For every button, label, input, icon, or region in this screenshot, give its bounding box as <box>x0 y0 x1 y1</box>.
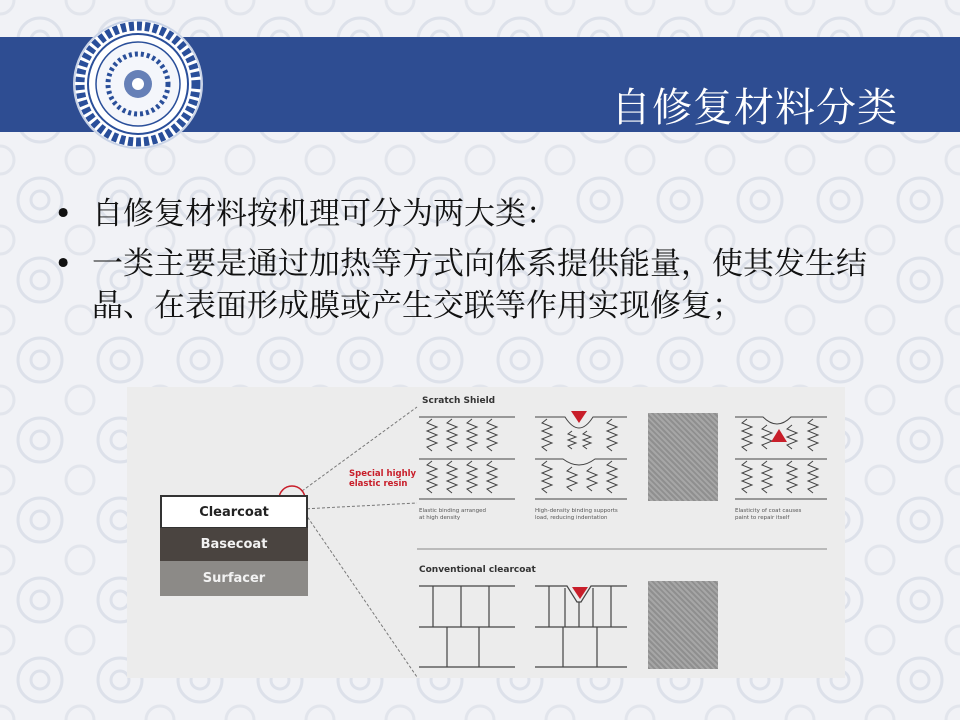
bullet-dot: • <box>54 196 73 232</box>
caption-line: High-density binding supports <box>535 508 618 514</box>
bullet-list <box>50 193 880 335</box>
layer-basecoat: Basecoat <box>160 528 308 561</box>
resin-label <box>349 469 416 489</box>
conventional-title: Conventional clearcoat <box>419 565 536 575</box>
conventional-damage-panel <box>535 586 627 667</box>
slide-title: 自修复材料分类 <box>611 85 898 131</box>
caption-line: at high density <box>419 515 461 521</box>
bullet-text: 自修复材料按机理可分为两大类： <box>92 196 557 232</box>
bullet-dot: • <box>54 246 73 282</box>
resin-label-line: Special highly <box>349 469 417 479</box>
caption-line: paint to repair itself <box>735 515 790 521</box>
micrograph-image <box>648 413 718 501</box>
porcelain-plate-icon <box>72 18 204 150</box>
resin-label-line: elastic resin <box>349 479 408 489</box>
scratch-shield-title: Scratch Shield <box>422 396 496 406</box>
layer-clearcoat: Clearcoat <box>160 495 308 529</box>
bullet-item <box>50 243 880 327</box>
down-arrow-icon <box>571 411 587 423</box>
caption <box>419 508 486 522</box>
caption <box>735 508 801 522</box>
bullet-text: 一类主要是通过加热等方式向体系提供能量，使其发生结晶、在表面形成膜或产生交联等作用实现修复； <box>92 246 867 324</box>
indentation-panel <box>535 417 627 499</box>
conventional-panel <box>419 586 515 667</box>
self-repair-panel <box>735 417 827 499</box>
caption-line: Elasticity of coat causes <box>735 508 802 514</box>
layer-surfacer: Surfacer <box>160 561 308 596</box>
coating-diagram <box>127 387 845 678</box>
caption-line: load, reducing indentation <box>535 515 608 521</box>
elastic-binding-panel <box>419 417 515 499</box>
caption <box>535 508 618 522</box>
caption-line: Elastic binding arranged <box>419 508 486 514</box>
up-arrow-icon <box>771 429 787 442</box>
bullet-item <box>50 193 880 235</box>
micrograph-image <box>648 581 718 669</box>
